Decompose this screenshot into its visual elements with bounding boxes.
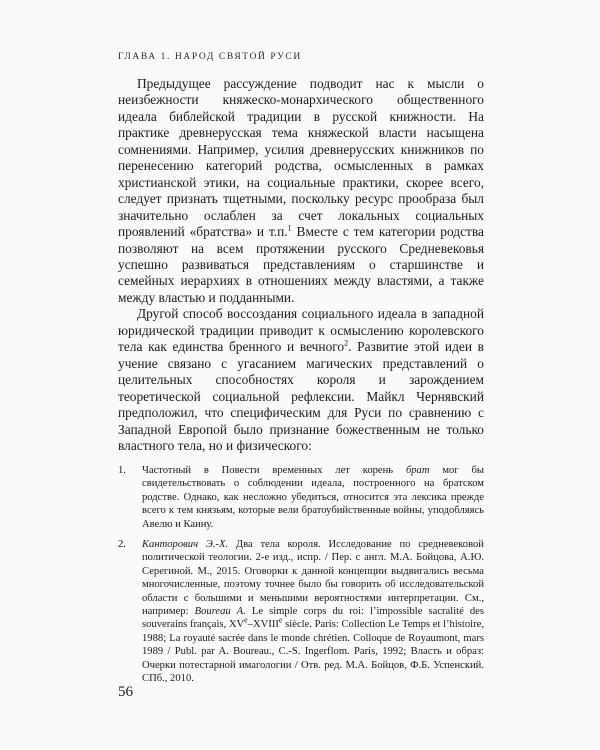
paragraph-1-text: Предыдущее рассуждение подводит нас к мысли о неизбежности княжеско-монархического общественного идеала библейской традиции в русской книжности. На практике древнерусская тема княжеской власти насыщена сомнениями. Например, усилия древнерусских книжников по перенесению категорий родства, осмысленных в рамках христианской этики, на социальные практики, скорее всего, следует признать тщетными, поскольку ресурс прообраза был значительно ослаблен за счет локальных социальных проявлений «братства» и т.п. xyxy=(118,76,484,240)
running-head: ГЛАВА 1. НАРОД СВЯТОЙ РУСИ xyxy=(118,52,302,62)
footnote-text xyxy=(142,464,484,531)
footnote-superscript: e xyxy=(278,615,283,625)
footnote-number: 2. xyxy=(118,539,126,551)
footnote-author: Канторович Э.-Х. xyxy=(142,539,229,551)
footnote-text-part: мог бы свидетельствовать о соблюдении идеала, построенного на братском родстве. Однако, как несложно убедиться, относится эта лексика прежде всего к тем князьям, которые вели братоубийственные войны, уподобляясь Авелю и Каину. xyxy=(142,465,484,530)
footnote-ref-2[interactable]: 2 xyxy=(344,338,349,348)
footnote-2 xyxy=(118,538,484,685)
paragraph-1 xyxy=(118,76,484,306)
footnote-text-part: –XVIII xyxy=(247,619,279,631)
footnote-ref-1[interactable]: 1 xyxy=(287,223,292,233)
footnotes xyxy=(118,464,484,693)
footnote-text-part: Частотный в Повести временных лет корень xyxy=(142,465,406,476)
paragraph-1-continued: Вместе с тем категории родства позволяют на всем протяжении русского Средневековья успешно развиваться представлениям о старшинстве и семейных иерархиях в отношениях между властями, а также между властью и подданными. xyxy=(118,224,484,305)
footnote-1 xyxy=(118,464,484,531)
footnote-text-part: siècle. Paris: Collection Le Temps et l’histoire, 1988; La royauté sacrée dans le monde chrétien. Colloque de Royaumont, mars 1989 / Publ. par A. Boureau., C.-S. Ingerflom. Paris, 1992; Власть и образ: Очерки потестарной имагологии / Отв. ред. М.А. Бойцов, Ф.Б. Успенский. СПб., 2010. xyxy=(142,619,484,685)
footnote-author: Boureau A. xyxy=(194,606,246,618)
footnote-number: 1. xyxy=(118,465,126,476)
paragraph-2 xyxy=(118,306,484,454)
footnote-text xyxy=(142,538,484,685)
footnote-text-part: Le simple corps du roi: l’impossible sacralité des souverains français, XV xyxy=(142,606,484,631)
footnote-emphasis: брат xyxy=(405,465,430,476)
page-number: 56 xyxy=(118,684,133,700)
paragraph-2-continued: . Развитие этой идеи в учение связано с угасанием магических представлений о целительных способностях короля и зарождением теоретической социальной рефлексии. Майкл Чернявский предположил, что специфическим для Руси по сравнению с Западной Европой было признание божественным не только властного тела, но и физического: xyxy=(118,339,484,453)
paragraph-2-text: Другой способ воссоздания социального идеала в западной юридической традиции приводит к осмыслению королевского тела как единства бренного и вечного xyxy=(118,306,484,355)
main-text xyxy=(118,76,484,454)
footnote-superscript: e xyxy=(244,615,248,625)
footnote-text-part: Два тела короля. Исследование по средневековой политической теологии. 2-е изд., испр. / Пер. с англ. М.А. Бойцова, А.Ю. Серегиной. М., 2015. Оговорки к данной концепции выдвигались весьма многочисленные, поэтому точнее было бы говорить об исследовательской области с большими и меньшими вероятностями интерпретации. См., например: xyxy=(142,539,484,618)
